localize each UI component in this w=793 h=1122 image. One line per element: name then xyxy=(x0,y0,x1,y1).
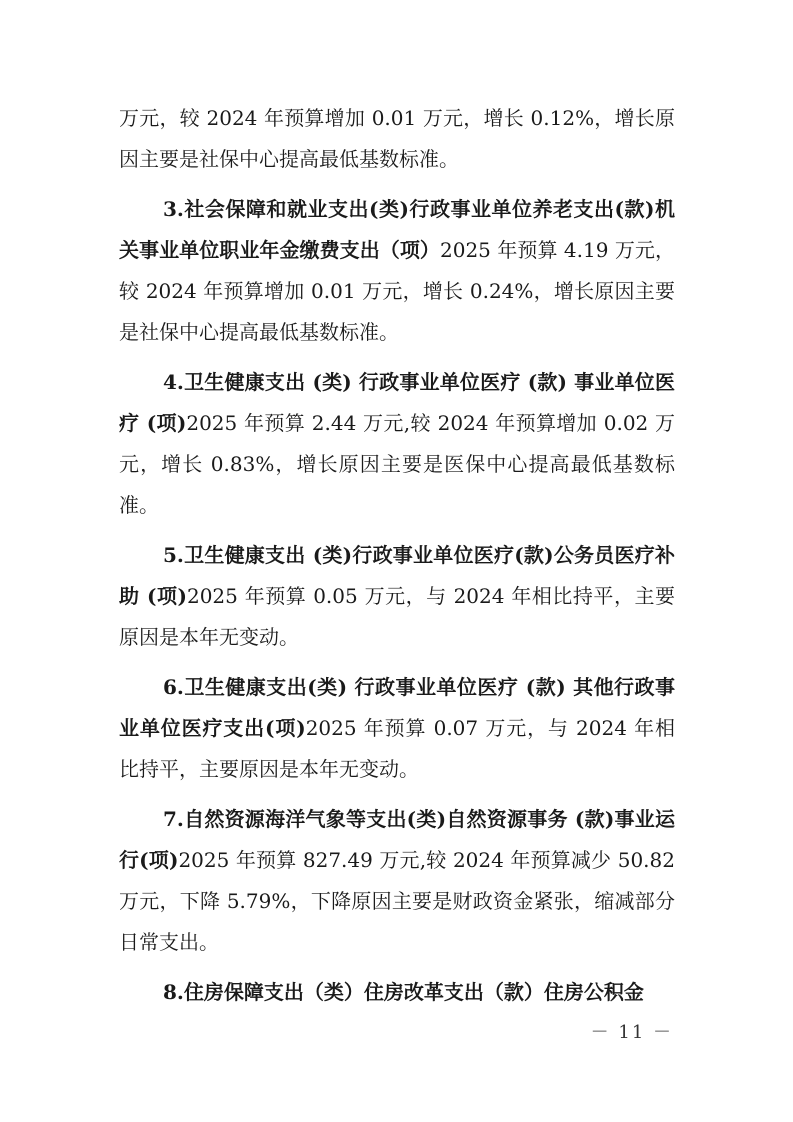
paragraph-gap xyxy=(119,963,675,972)
paragraph-body: 2025 年预算 2.44 万元,较 2024 年预算增加 0.02 万元，增长 0.83%，增长原因主要是医保中心提高最低基数标准。 xyxy=(119,411,676,517)
paragraph-item-3 xyxy=(119,189,675,353)
paragraph-gap xyxy=(119,658,675,667)
paragraph-gap xyxy=(119,353,675,362)
paragraph-body: 2025 年预算 0.07 万元，与 2024 年相比持平，主要原因是本年无变动。 xyxy=(119,716,675,781)
paragraph-body: 万元，较 2024 年预算增加 0.01 万元，增长 0.12%，增长原因主要是社保中心提高最低基数标准。 xyxy=(119,106,675,171)
paragraph-item-7 xyxy=(119,799,675,963)
paragraph-gap xyxy=(119,526,675,535)
paragraph-lead: 4.卫生健康支出 (类) 行政事业单位医疗 (款) 事业单位医疗 (项) xyxy=(119,370,675,435)
paragraph-body: 2025 年预算 4.19 万元，较 2024 年预算增加 0.01 万元，增长 0.24%，增长原因主要是社保中心提高最低基数标准。 xyxy=(119,238,675,344)
paragraph-lead: 6.卫生健康支出(类) 行政事业单位医疗 (款) 其他行政事业单位医疗支出(项) xyxy=(119,675,675,740)
document-page xyxy=(119,98,675,1013)
paragraph-body: 2025 年预算 0.05 万元，与 2024 年相比持平，主要原因是本年无变动。 xyxy=(119,584,675,649)
paragraph-continuation xyxy=(119,98,675,180)
paragraph-lead: 7.自然资源海洋气象等支出(类)自然资源事务 (款)事业运行(项) xyxy=(119,807,675,872)
paragraph-lead: 3.社会保障和就业支出(类)行政事业单位养老支出(款)机关事业单位职业年金缴费支出（项） xyxy=(119,197,675,262)
paragraph-body: 2025 年预算 827.49 万元,较 2024 年预算减少 50.82 万元，下降 5.79%，下降原因主要是财政资金紧张，缩减部分日常支出。 xyxy=(119,848,675,954)
paragraph-lead: 8.住房保障支出（类）住房改革支出（款）住房公积金 xyxy=(163,980,644,1004)
page-number: － 11 － xyxy=(590,1022,673,1043)
paragraph-gap xyxy=(119,180,675,189)
paragraph-gap xyxy=(119,790,675,799)
paragraph-item-6 xyxy=(119,667,675,790)
paragraph-item-8 xyxy=(119,972,675,1013)
paragraph-item-4 xyxy=(119,362,675,526)
paragraph-item-5 xyxy=(119,535,675,658)
paragraph-lead: 5.卫生健康支出 (类)行政事业单位医疗(款)公务员医疗补助 (项) xyxy=(119,543,675,608)
